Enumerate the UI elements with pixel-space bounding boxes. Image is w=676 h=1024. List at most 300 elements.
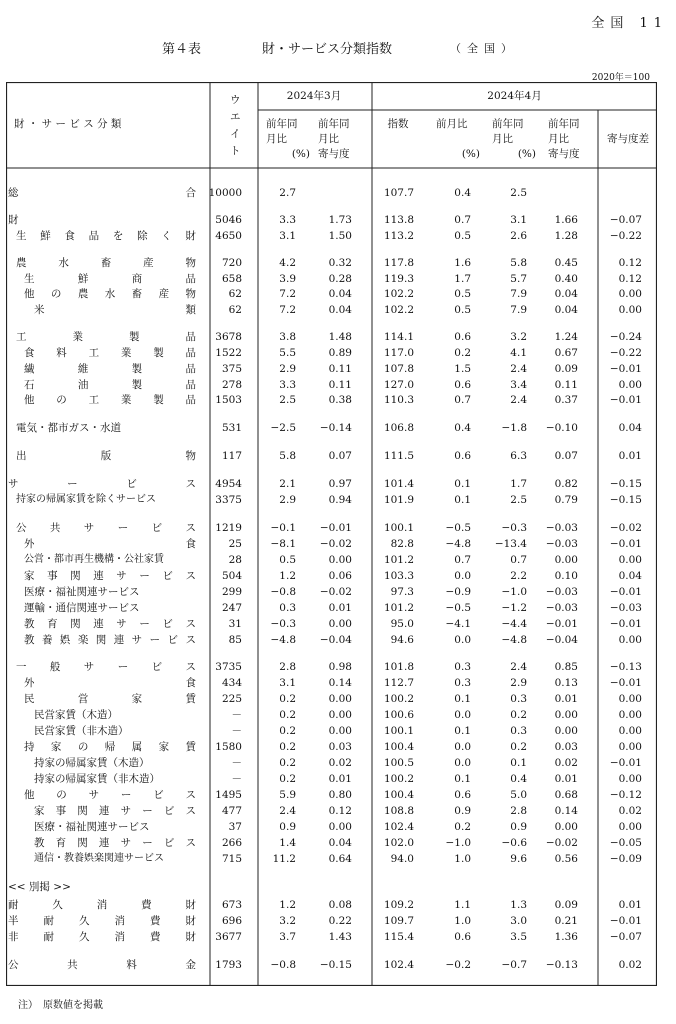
april-mom-cell: 0.3 xyxy=(454,677,471,689)
march-contribution-cell: 0.02 xyxy=(328,757,352,769)
april-index-cell: 108.8 xyxy=(383,805,414,817)
march-contribution-cell: 0.08 xyxy=(328,899,352,911)
march-yoy-cell: 11.2 xyxy=(272,853,296,865)
april-contribution-cell: 0.01 xyxy=(554,773,578,785)
march-contribution-cell: 0.11 xyxy=(328,379,352,391)
march-yoy-cell: 5.9 xyxy=(279,789,296,801)
march-yoy-cell: 3.7 xyxy=(279,931,296,943)
april-contribution-cell: 0.13 xyxy=(554,677,578,689)
april-diff-cell: −0.15 xyxy=(609,478,642,490)
april-contribution-header: 寄与度 xyxy=(548,148,580,160)
april-mom-cell: 1.1 xyxy=(454,899,471,911)
base-year-note: 2020年＝100 xyxy=(591,73,650,83)
april-contribution-cell: 0.03 xyxy=(554,741,578,753)
footnote: 注） 原数値を掲載 xyxy=(18,1000,103,1011)
april-contribution-cell: 1.24 xyxy=(554,331,578,343)
april-yoy-cell: 3.4 xyxy=(510,379,527,391)
weight-cell: 3375 xyxy=(215,494,242,506)
april-yoy-cell: 2.5 xyxy=(510,187,527,199)
april-diff-cell: −0.01 xyxy=(609,915,642,927)
row-label: 公共料金 xyxy=(8,959,196,971)
april-contribution-cell: −0.02 xyxy=(545,837,578,849)
april-yoy-cell: 5.7 xyxy=(510,273,527,285)
april-contribution-cell: 0.02 xyxy=(554,757,578,769)
march-yoy-cell: 2.1 xyxy=(279,478,296,490)
weight-cell: 1219 xyxy=(215,522,242,534)
row-label: 工業製品 xyxy=(16,331,196,343)
april-mom-cell: 0.0 xyxy=(454,757,471,769)
april-diff-cell: 0.01 xyxy=(618,450,642,462)
march-contribution-cell: −0.01 xyxy=(319,522,352,534)
weight-cell: 1495 xyxy=(215,789,242,801)
april-index-cell: 103.3 xyxy=(383,570,414,582)
weight-cell: 5046 xyxy=(215,214,242,226)
april-yoy-cell: 7.9 xyxy=(510,304,527,316)
march-yoy-cell: 2.4 xyxy=(279,805,296,817)
march-yoy-cell: 3.3 xyxy=(279,379,296,391)
april-yoy-cell: 3.5 xyxy=(510,931,527,943)
march-contribution-cell: 0.04 xyxy=(328,304,352,316)
april-diff-cell: −0.24 xyxy=(609,331,642,343)
row-label: 他の農水畜産物 xyxy=(24,288,196,300)
march-yoy-header: (%) xyxy=(291,148,310,160)
march-contribution-cell: 0.98 xyxy=(328,661,352,673)
row-label: 繊維製品 xyxy=(24,363,196,375)
march-yoy-cell: 0.2 xyxy=(279,741,296,753)
april-yoy-cell: 2.4 xyxy=(510,363,527,375)
march-contribution-cell: 0.38 xyxy=(328,394,352,406)
april-index-cell: 117.8 xyxy=(383,257,414,269)
march-contribution-cell: 0.04 xyxy=(328,837,352,849)
april-yoy-cell: 2.9 xyxy=(510,677,527,689)
april-mom-cell: −0.2 xyxy=(445,959,471,971)
april-index-cell: 100.2 xyxy=(383,773,414,785)
april-mom-cell: 0.2 xyxy=(454,821,471,833)
march-contribution-cell: 0.00 xyxy=(328,821,352,833)
april-index-cell: 102.0 xyxy=(383,837,414,849)
april-index-cell: 100.6 xyxy=(383,709,414,721)
april-diff-cell: 0.00 xyxy=(618,821,642,833)
april-mom-cell: 0.7 xyxy=(454,394,471,406)
april-contribution-cell: 0.37 xyxy=(554,394,578,406)
april-yoy-cell: 5.0 xyxy=(510,789,527,801)
weight-cell: 62 xyxy=(228,304,242,316)
march-contribution-cell: −0.02 xyxy=(319,586,352,598)
april-diff-cell: 0.02 xyxy=(618,959,642,971)
april-contribution-cell: −0.10 xyxy=(545,422,578,434)
april-diff-cell: −0.01 xyxy=(609,538,642,550)
march-yoy-cell: 0.9 xyxy=(279,821,296,833)
march-yoy-cell: 7.2 xyxy=(279,304,296,316)
weight-cell: － xyxy=(231,757,242,769)
april-yoy-cell: 0.9 xyxy=(510,821,527,833)
april-yoy-cell: −0.7 xyxy=(501,959,527,971)
april-diff-cell: 0.00 xyxy=(618,741,642,753)
march-yoy-cell: 5.5 xyxy=(279,347,296,359)
april-contribution-cell: 0.45 xyxy=(554,257,578,269)
april-yoy-cell: 0.4 xyxy=(510,773,527,785)
april-index-cell: 115.4 xyxy=(383,931,414,943)
april-contribution-cell: −0.03 xyxy=(545,522,578,534)
april-mom-cell: 0.6 xyxy=(454,331,471,343)
march-yoy-cell: 3.1 xyxy=(279,230,296,242)
march-contribution-cell: 0.94 xyxy=(328,494,352,506)
row-label: 教育関連サービス xyxy=(34,837,196,849)
april-contribution-cell: 0.00 xyxy=(554,554,578,566)
april-yoy-cell: −13.4 xyxy=(494,538,527,550)
april-mom-unit: (%) xyxy=(461,148,480,160)
april-index-cell: 101.2 xyxy=(383,554,414,566)
april-mom-cell: −1.0 xyxy=(445,837,471,849)
april-index-cell: 100.4 xyxy=(383,741,414,753)
april-contribution-cell: 0.01 xyxy=(554,693,578,705)
march-yoy-cell: 7.2 xyxy=(279,288,296,300)
april-contribution-cell: 0.10 xyxy=(554,570,578,582)
april-index-cell: 111.5 xyxy=(383,450,414,462)
april-index-cell: 94.0 xyxy=(390,853,414,865)
weight-cell: 504 xyxy=(221,570,242,582)
april-contribution-cell: 0.82 xyxy=(554,478,578,490)
march-yoy-cell: 0.2 xyxy=(279,773,296,785)
april-index-cell: 109.7 xyxy=(383,915,414,927)
march-contribution-cell: 1.43 xyxy=(328,931,352,943)
march-yoy-cell: 2.9 xyxy=(279,494,296,506)
march-contribution-cell: 1.50 xyxy=(328,230,352,242)
row-label: 公共サービス xyxy=(16,522,196,534)
row-label: 外 食 xyxy=(24,677,196,689)
april-mom-cell: −4.1 xyxy=(445,618,471,630)
march-yoy-cell: −4.8 xyxy=(270,634,296,646)
march-contribution-cell: 0.80 xyxy=(328,789,352,801)
april-mom-cell: 0.2 xyxy=(454,347,471,359)
weight-cell: 715 xyxy=(221,853,242,865)
april-index-cell: 119.3 xyxy=(383,273,414,285)
march-yoy-cell: 5.8 xyxy=(279,450,296,462)
april-diff-cell: −0.01 xyxy=(609,586,642,598)
april-mom-cell: 0.0 xyxy=(454,741,471,753)
april-contribution-cell: −0.03 xyxy=(545,586,578,598)
row-label: 農水畜産物 xyxy=(16,257,196,269)
april-index-cell: 113.2 xyxy=(383,230,414,242)
march-contribution-cell: 0.01 xyxy=(328,602,352,614)
row-label: 教育関連サービス xyxy=(24,618,196,630)
april-mom-cell: 0.6 xyxy=(454,789,471,801)
march-contribution-cell: 0.04 xyxy=(328,288,352,300)
april-yoy-cell: 0.2 xyxy=(510,741,527,753)
weight-cell: － xyxy=(231,725,242,737)
april-mom-cell: 0.7 xyxy=(454,214,471,226)
april-mom-cell: 0.5 xyxy=(454,230,471,242)
weight-cell: 299 xyxy=(221,586,242,598)
april-contribution-cell: −0.03 xyxy=(545,602,578,614)
row-label: 民営家賃（木造） xyxy=(34,709,118,721)
march-contribution-cell: 0.03 xyxy=(328,741,352,753)
row-label: 生鮮食品を除く財 xyxy=(16,230,196,242)
weight-cell: 531 xyxy=(221,422,242,434)
row-label: 運輸・通信関連サービス xyxy=(24,602,140,614)
april-index-cell: 107.7 xyxy=(383,187,414,199)
april-yoy-cell: 2.2 xyxy=(510,570,527,582)
april-yoy-cell: −4.8 xyxy=(501,634,527,646)
march-contribution-cell: 0.11 xyxy=(328,363,352,375)
april-yoy-cell: 5.8 xyxy=(510,257,527,269)
weight-cell: 477 xyxy=(221,805,242,817)
row-label: 耐久消費財 xyxy=(8,899,196,911)
april-index-cell: 101.8 xyxy=(383,661,414,673)
march-yoy-cell: 0.5 xyxy=(279,554,296,566)
april-yoy-cell: −1.0 xyxy=(501,586,527,598)
april-diff-cell: −0.03 xyxy=(609,602,642,614)
weight-cell: 37 xyxy=(228,821,242,833)
april-index-cell: 113.8 xyxy=(383,214,414,226)
april-index-cell: 101.9 xyxy=(383,494,414,506)
march-yoy-header: 前年同 xyxy=(266,118,298,130)
april-mom-cell: 0.6 xyxy=(454,931,471,943)
march-contribution-cell: 0.28 xyxy=(328,273,352,285)
april-index-cell: 95.0 xyxy=(390,618,414,630)
april-index-cell: 100.4 xyxy=(383,789,414,801)
weight-cell: 1522 xyxy=(215,347,242,359)
april-index-cell: 110.3 xyxy=(383,394,414,406)
row-label: 石油製品 xyxy=(24,379,196,391)
march-yoy-cell: 2.7 xyxy=(279,187,296,199)
april-contribution-cell: 0.40 xyxy=(554,273,578,285)
april-yoy-header: 前年同 xyxy=(492,118,524,130)
april-mom-cell: 0.6 xyxy=(454,379,471,391)
weight-header-char: ウ xyxy=(230,94,241,106)
april-contribution-header: 月比 xyxy=(548,133,569,145)
march-yoy-cell: −8.1 xyxy=(270,538,296,550)
april-yoy-cell: 3.1 xyxy=(510,214,527,226)
april-index-cell: 102.4 xyxy=(383,959,414,971)
weight-cell: 10000 xyxy=(208,187,242,199)
april-mom-cell: 0.4 xyxy=(454,187,471,199)
weight-header-char: エ xyxy=(230,111,241,123)
march-yoy-cell: −0.3 xyxy=(270,618,296,630)
april-contribution-cell: 0.56 xyxy=(554,853,578,865)
page-title: 財・サービス分類指数 xyxy=(262,42,393,57)
row-label: 家事関連サービス xyxy=(24,570,196,582)
row-label: 他の工業製品 xyxy=(24,394,196,406)
april-mom-cell: 0.1 xyxy=(454,478,471,490)
march-yoy-cell: −0.8 xyxy=(270,586,296,598)
april-mom-cell: −4.8 xyxy=(445,538,471,550)
march-contribution-cell: 0.64 xyxy=(328,853,352,865)
weight-cell: 62 xyxy=(228,288,242,300)
april-contribution-cell: 0.85 xyxy=(554,661,578,673)
march-yoy-cell: 4.2 xyxy=(279,257,296,269)
april-yoy-header: 月比 xyxy=(492,133,513,145)
april-header: 2024年4月 xyxy=(487,90,542,102)
april-yoy-cell: 2.6 xyxy=(510,230,527,242)
april-diff-cell: 0.00 xyxy=(618,288,642,300)
april-diff-header: 寄与度差 xyxy=(607,133,649,145)
weight-cell: 3677 xyxy=(215,931,242,943)
row-label: 米 類 xyxy=(34,304,196,316)
row-label: 財 xyxy=(8,214,19,226)
april-diff-cell: 0.00 xyxy=(618,693,642,705)
april-yoy-cell: 0.3 xyxy=(510,725,527,737)
april-yoy-cell: −1.8 xyxy=(501,422,527,434)
april-yoy-cell: 0.7 xyxy=(510,554,527,566)
row-label: 持家の帰属家賃 xyxy=(24,741,196,753)
march-yoy-cell: 0.2 xyxy=(279,725,296,737)
april-diff-cell: 0.12 xyxy=(618,273,642,285)
april-mom-cell: 1.0 xyxy=(454,915,471,927)
region-label: （全国） xyxy=(450,42,518,55)
april-index-cell: 107.8 xyxy=(383,363,414,375)
march-yoy-cell: 3.8 xyxy=(279,331,296,343)
weight-header-char: ト xyxy=(230,145,241,157)
april-contribution-cell: −0.13 xyxy=(545,959,578,971)
april-contribution-header: 前年同 xyxy=(548,118,580,130)
april-mom-cell: 0.5 xyxy=(454,304,471,316)
april-contribution-cell: 1.28 xyxy=(554,230,578,242)
april-mom-cell: 0.0 xyxy=(454,570,471,582)
march-yoy-cell: 3.1 xyxy=(279,677,296,689)
april-diff-cell: −0.07 xyxy=(609,931,642,943)
april-diff-cell: −0.15 xyxy=(609,494,642,506)
weight-cell: 1793 xyxy=(215,959,242,971)
march-contribution-header: 月比 xyxy=(318,133,339,145)
april-index-cell: 127.0 xyxy=(383,379,414,391)
march-contribution-cell: 1.73 xyxy=(328,214,352,226)
row-label: 家事関連サービス xyxy=(34,805,196,817)
april-contribution-cell: 1.36 xyxy=(554,931,578,943)
april-yoy-cell: −0.6 xyxy=(501,837,527,849)
april-diff-cell: 0.12 xyxy=(618,257,642,269)
row-label: 半耐久消費財 xyxy=(8,915,196,927)
march-yoy-cell: 0.2 xyxy=(279,709,296,721)
march-contribution-cell: 0.06 xyxy=(328,570,352,582)
april-contribution-cell: 0.09 xyxy=(554,363,578,375)
april-diff-cell: −0.05 xyxy=(609,837,642,849)
march-yoy-cell: 3.3 xyxy=(279,214,296,226)
april-index-cell: 101.2 xyxy=(383,602,414,614)
weight-cell: 673 xyxy=(221,899,242,911)
april-diff-cell: −0.22 xyxy=(609,230,642,242)
row-label: 医療・福祉関連サービス xyxy=(34,821,150,833)
april-yoy-cell: 2.8 xyxy=(510,805,527,817)
weight-cell: － xyxy=(231,773,242,785)
april-diff-cell: 0.00 xyxy=(618,773,642,785)
weight-cell: 696 xyxy=(221,915,242,927)
march-yoy-cell: 2.9 xyxy=(279,363,296,375)
row-label: 生鮮商品 xyxy=(24,273,196,285)
april-yoy-cell: −0.3 xyxy=(501,522,527,534)
page-number: 全国 11 xyxy=(591,16,668,31)
april-index-cell: 100.2 xyxy=(383,693,414,705)
april-mom-cell: 0.1 xyxy=(454,693,471,705)
april-mom-cell: −0.9 xyxy=(445,586,471,598)
weight-cell: 225 xyxy=(221,693,242,705)
march-yoy-cell: 1.2 xyxy=(279,899,296,911)
april-contribution-cell: 0.09 xyxy=(554,899,578,911)
march-yoy-cell: 0.2 xyxy=(279,693,296,705)
april-index-cell: 101.4 xyxy=(383,478,414,490)
april-diff-cell: −0.22 xyxy=(609,347,642,359)
april-mom-cell: 0.5 xyxy=(454,288,471,300)
april-index-cell: 100.1 xyxy=(383,522,414,534)
april-index-cell: 94.6 xyxy=(390,634,414,646)
april-yoy-cell: 7.9 xyxy=(510,288,527,300)
april-contribution-cell: 0.07 xyxy=(554,450,578,462)
april-diff-cell: −0.01 xyxy=(609,363,642,375)
weight-cell: 117 xyxy=(221,450,242,462)
april-diff-cell: 0.00 xyxy=(618,725,642,737)
april-index-cell: 114.1 xyxy=(383,331,414,343)
april-mom-cell: 0.1 xyxy=(454,773,471,785)
april-contribution-cell: −0.01 xyxy=(545,618,578,630)
april-yoy-cell: 2.4 xyxy=(510,661,527,673)
april-diff-cell: −0.01 xyxy=(609,677,642,689)
april-yoy-cell: 1.7 xyxy=(510,478,527,490)
row-label: 一般サービス xyxy=(16,661,196,673)
april-contribution-cell: 0.14 xyxy=(554,805,578,817)
april-yoy-cell: 0.2 xyxy=(510,709,527,721)
row-label: 民営家賃（非木造） xyxy=(34,725,129,737)
april-mom-cell: 1.0 xyxy=(454,853,471,865)
weight-cell: 375 xyxy=(221,363,242,375)
april-diff-cell: −0.12 xyxy=(609,789,642,801)
row-label: 医療・福祉関連サービス xyxy=(24,586,140,598)
row-label: 外 食 xyxy=(24,538,196,550)
april-index-cell: 100.5 xyxy=(383,757,414,769)
row-label: 電気・都市ガス・水道 xyxy=(16,422,121,434)
april-contribution-cell: 0.04 xyxy=(554,288,578,300)
april-diff-cell: 0.00 xyxy=(618,709,642,721)
march-contribution-cell: 0.00 xyxy=(328,693,352,705)
april-diff-cell: 0.01 xyxy=(618,899,642,911)
weight-cell: 658 xyxy=(221,273,242,285)
april-yoy-cell: 2.5 xyxy=(510,494,527,506)
april-yoy-cell: 9.6 xyxy=(510,853,527,865)
april-diff-cell: 0.00 xyxy=(618,634,642,646)
march-yoy-cell: −0.8 xyxy=(270,959,296,971)
row-label: 他のサービス xyxy=(24,789,196,801)
april-mom-cell: 1.5 xyxy=(454,363,471,375)
april-contribution-cell: 0.00 xyxy=(554,821,578,833)
april-index-cell: 97.3 xyxy=(390,586,414,598)
april-mom-cell: 0.9 xyxy=(454,805,471,817)
march-yoy-cell: −0.1 xyxy=(270,522,296,534)
march-contribution-cell: −0.15 xyxy=(319,959,352,971)
march-yoy-cell: 2.5 xyxy=(279,394,296,406)
april-diff-cell: 0.00 xyxy=(618,379,642,391)
april-mom-cell: 0.1 xyxy=(454,725,471,737)
weight-cell: 28 xyxy=(228,554,242,566)
row-label: 総 合 xyxy=(8,187,196,199)
weight-cell: － xyxy=(231,709,242,721)
april-yoy-header: (%) xyxy=(517,148,536,160)
weight-cell: 4954 xyxy=(215,478,242,490)
april-yoy-cell: 0.3 xyxy=(510,693,527,705)
march-yoy-cell: 2.8 xyxy=(279,661,296,673)
april-mom-cell: 0.0 xyxy=(454,634,471,646)
april-diff-cell: −0.01 xyxy=(609,757,642,769)
weight-cell: 278 xyxy=(221,379,242,391)
row-label: 持家の帰属家賃を除くサービス xyxy=(16,494,156,505)
row-label: 食料工業製品 xyxy=(24,347,196,359)
april-mom-cell: 0.4 xyxy=(454,422,471,434)
april-yoy-cell: 3.2 xyxy=(510,331,527,343)
weight-cell: 4650 xyxy=(215,230,242,242)
weight-cell: 25 xyxy=(228,538,242,550)
april-index-cell: 102.2 xyxy=(383,304,414,316)
march-header: 2024年3月 xyxy=(286,90,342,102)
april-yoy-cell: 2.4 xyxy=(510,394,527,406)
april-contribution-cell: 0.68 xyxy=(554,789,578,801)
